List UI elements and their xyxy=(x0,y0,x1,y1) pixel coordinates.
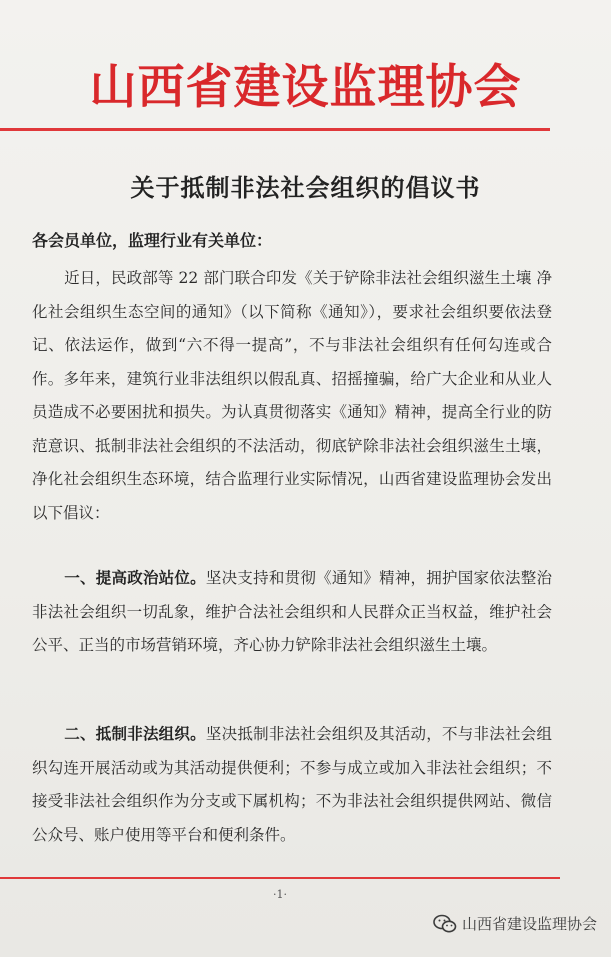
item-heading: 一、提高政治站位。 xyxy=(64,569,206,587)
salutation: 各会员单位，监理行业有关单位： xyxy=(32,231,273,250)
paragraph-text: 近日，民政部等 22 部门联合印发《关于铲除非法社会组织滋生土壤 净化社会组织生态空间的通知》（以下简称《通知》），要求社会组织要依法登记、依法运作，做到“六不得一提高”，不与非法社会组织有任何勾连或合作。多年来，建筑行业非法组织以假乱真、招摇撞骗，给广大企业和从业人员造成不必要困扰和损失。为认真贯彻落实《通知》精神，提高全行业的防范意识、抵制非法社会组织的不法活动，彻底铲除非法社会组织滋生土壤，净化社会组织生态环境，结合监理行业实际情况，山西省建设监理协会发出以下倡议： xyxy=(32,269,552,522)
wechat-watermark xyxy=(433,913,597,934)
footer-red-rule xyxy=(0,877,560,879)
watermark-text: 山西省建设监理协会 xyxy=(461,915,597,933)
letterhead-red-rule xyxy=(0,128,550,131)
letterhead-organization: 山西省建设监理协会 xyxy=(89,60,522,115)
initiative-item-2 xyxy=(32,718,552,852)
wechat-icon xyxy=(433,914,457,934)
body-paragraph xyxy=(32,262,552,530)
document-title: 关于抵制非法社会组织的倡议书 xyxy=(130,174,481,202)
initiative-item-1 xyxy=(32,562,552,663)
item-heading: 二、抵制非法组织。 xyxy=(64,725,206,743)
item-body: 坚决抵制非法社会组织及其活动，不与非法社会组织勾连开展活动或为其活动提供便利；不参与成立或加入非法社会组织；不接受非法社会组织作为分支或下属机构；不为非法社会组织提供网站、微信公众号、账户使用等平台和便利条件。 xyxy=(32,725,552,844)
page-number: ·1· xyxy=(273,888,287,901)
item-body: 坚决支持和贯彻《通知》精神，拥护国家依法整治非法社会组织一切乱象，维护合法社会组织和人民群众正当权益，维护社会公平、正当的市场营销环境，齐心协力铲除非法社会组织滋生土壤。 xyxy=(32,569,552,654)
